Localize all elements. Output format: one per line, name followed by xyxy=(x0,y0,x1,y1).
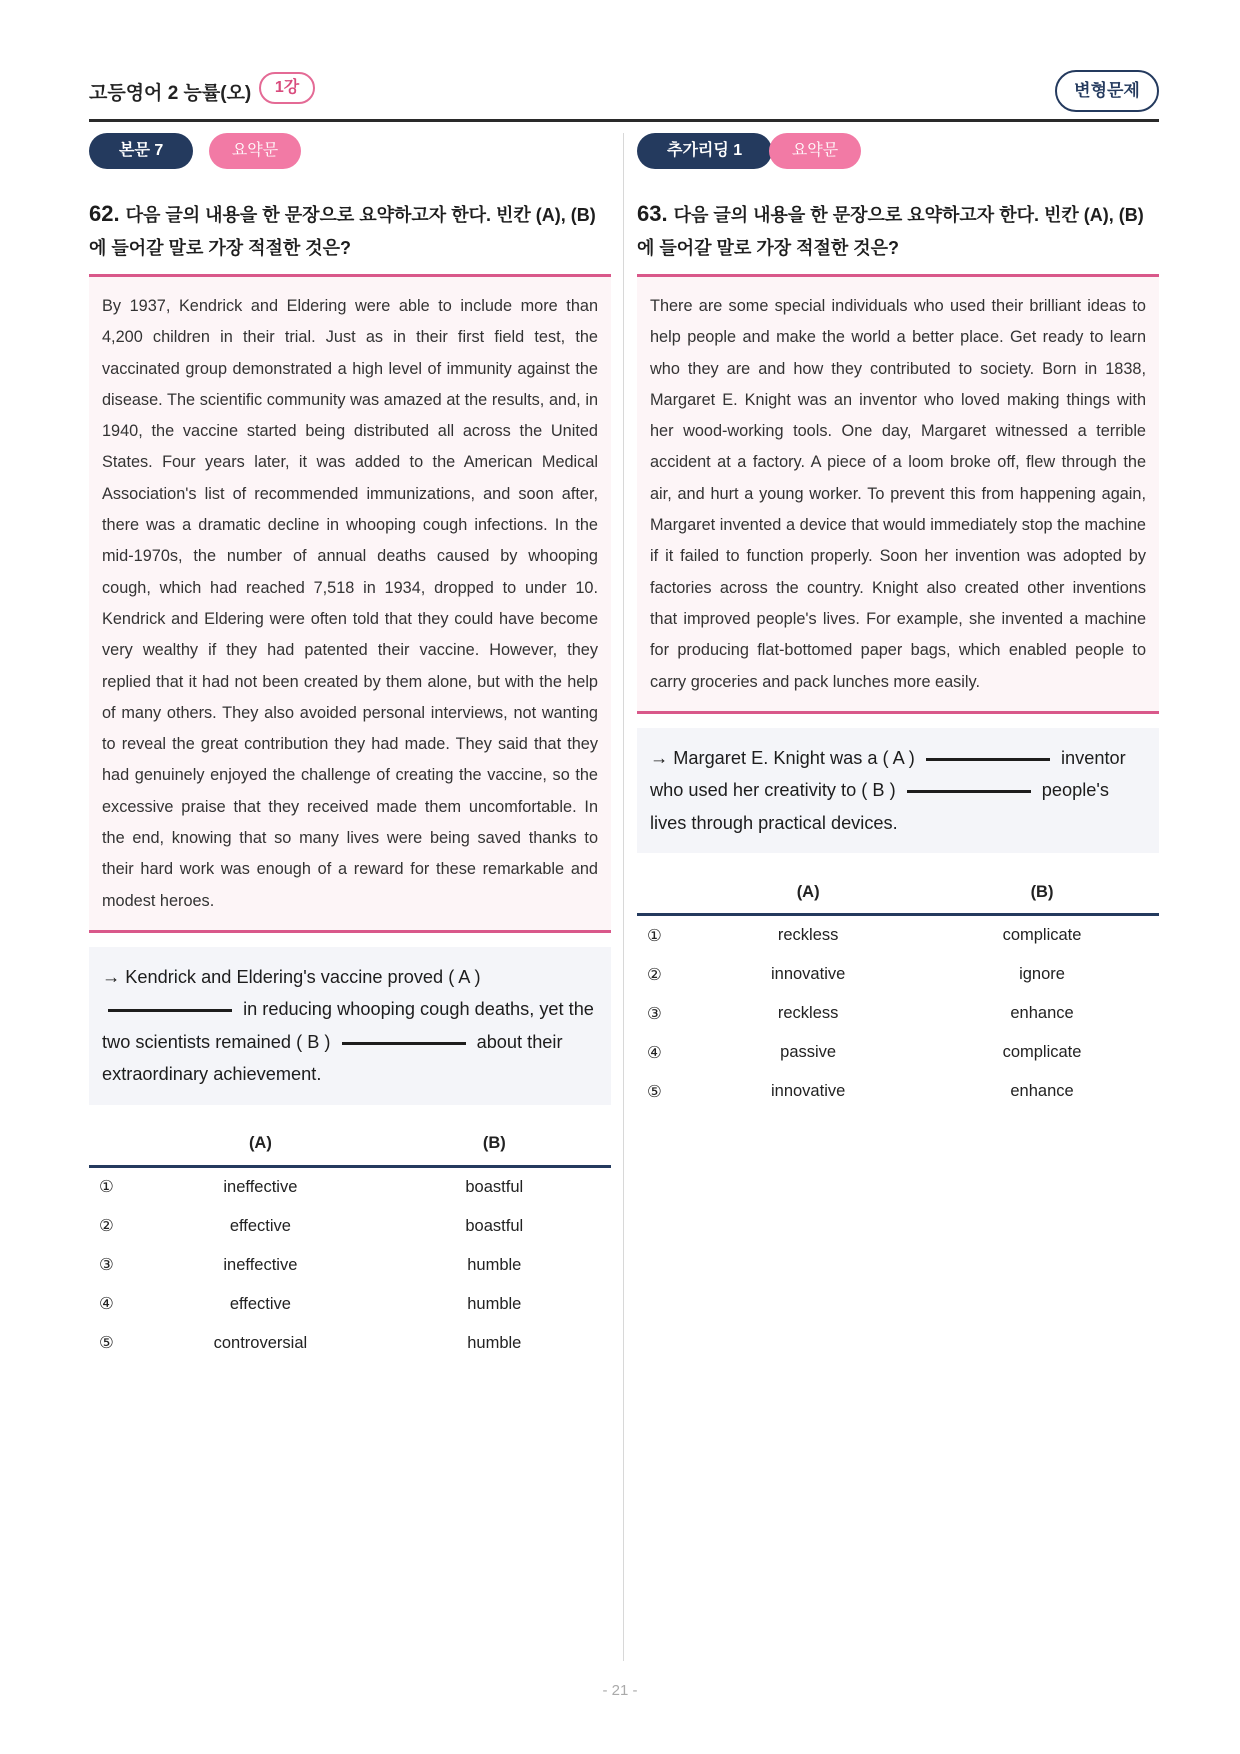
section-tags xyxy=(89,133,611,169)
option-a: passive xyxy=(780,1043,837,1062)
option-b: humble xyxy=(467,1255,522,1274)
passage-bottom-rule xyxy=(637,711,1159,714)
passage: There are some special individuals who used their brilliant ideas to help people and make the world a better place. Get ready to learn who they are and how they contributed to society. Born in 1838, Margaret E. Knight was an inventor who loved making things with her wood-working tools. One day, Margaret witnessed a terrible accident at a factory. A piece of a loom broke off, flew through the air, and hurt a young worker. To prevent this from happening again, Margaret invented a device that would immediately stop the machine if it failed to function properly. Soon her invention was adopted by factories across the country. Knight also created other inventions that improved people's lives. For example, she invented a machine for producing flat-bottomed paper bags, which enabled people to carry groceries and pack lunches more easily. xyxy=(637,277,1159,711)
option-row[interactable] xyxy=(89,1207,611,1246)
left-column xyxy=(89,133,611,1363)
option-b: boastful xyxy=(465,1177,524,1196)
question-62 xyxy=(89,197,611,265)
option-row[interactable] xyxy=(637,1072,1159,1111)
option-row[interactable] xyxy=(637,955,1159,994)
passage-bottom-rule xyxy=(89,930,611,933)
option-a: ineffective xyxy=(223,1177,298,1196)
question-text: 다음 글의 내용을 한 문장으로 요약하고자 한다. 빈칸 (A), (B)에 들어갈 말로 가장 적절한 것은? xyxy=(637,205,1144,258)
option-row[interactable] xyxy=(89,1246,611,1285)
options-header-b: (B) xyxy=(378,1123,611,1167)
summary-text-3: people's lives through practical devices. xyxy=(650,780,1109,833)
section-tag: 본문 7 xyxy=(89,133,193,169)
blank-label-a: ( A ) xyxy=(448,966,481,987)
option-row[interactable] xyxy=(89,1166,611,1207)
summary-box xyxy=(637,728,1159,854)
option-a: effective xyxy=(229,1216,291,1235)
option-a: controversial xyxy=(213,1333,308,1352)
option-number: ① xyxy=(647,926,662,945)
option-b: enhance xyxy=(1010,1082,1074,1101)
option-b: humble xyxy=(467,1294,522,1313)
option-a: effective xyxy=(229,1294,291,1313)
option-a: reckless xyxy=(777,926,839,945)
type-tag: 요약문 xyxy=(209,133,301,169)
option-a: innovative xyxy=(770,1082,846,1101)
arrow-icon: → xyxy=(102,966,121,987)
section-tag: 추가리딩 1 xyxy=(637,133,772,169)
option-b: complicate xyxy=(1002,926,1082,945)
option-b: enhance xyxy=(1010,1004,1074,1023)
option-number: ④ xyxy=(99,1295,114,1314)
options-header-a: (A) xyxy=(691,871,925,915)
blank-label-b: ( B ) xyxy=(861,780,896,801)
option-b: boastful xyxy=(465,1216,524,1235)
option-row[interactable] xyxy=(637,1033,1159,1072)
option-number: ③ xyxy=(647,1004,662,1023)
option-a: ineffective xyxy=(223,1255,298,1274)
summary-text-2: inventor who used her creativity to xyxy=(650,747,1126,801)
question-text: 다음 글의 내용을 한 문장으로 요약하고자 한다. 빈칸 (A), (B)에 들어갈 말로 가장 적절한 것은? xyxy=(89,205,596,258)
column-divider xyxy=(623,133,624,1661)
options-header-a: (A) xyxy=(143,1123,377,1167)
book-title: 고등영어 2 능률(오) xyxy=(89,83,252,104)
options-header-num xyxy=(89,1123,143,1167)
page-header xyxy=(89,72,1159,120)
option-number: ① xyxy=(99,1178,114,1197)
arrow-icon: → xyxy=(650,747,669,768)
summary-text-1: Margaret E. Knight was a xyxy=(673,747,878,768)
right-column xyxy=(637,133,1159,1111)
type-tag: 요약문 xyxy=(769,133,861,169)
blank-label-b: ( B ) xyxy=(296,1031,331,1052)
option-number: ② xyxy=(647,965,662,984)
section-tags xyxy=(637,133,1159,169)
header-rule xyxy=(89,119,1159,122)
answer-options xyxy=(637,871,1159,1111)
summary-text-3: about their extraordinary achievement. xyxy=(102,1031,563,1085)
option-row[interactable] xyxy=(637,915,1159,956)
summary-text-2: in reducing whooping cough deaths, yet the two scientists remained xyxy=(102,999,594,1052)
option-number: ③ xyxy=(99,1256,114,1275)
option-b: complicate xyxy=(1002,1043,1082,1062)
option-b: ignore xyxy=(1019,965,1065,984)
blank-b xyxy=(907,790,1031,793)
options-header-b: (B) xyxy=(925,871,1159,915)
blank-b xyxy=(342,1042,466,1045)
option-row[interactable] xyxy=(637,994,1159,1033)
blank-a xyxy=(926,758,1050,761)
option-a: reckless xyxy=(777,1004,839,1023)
question-number: 63. xyxy=(637,201,668,226)
option-number: ② xyxy=(99,1217,114,1236)
question-type-badge: 변형문제 xyxy=(1055,70,1159,112)
option-row[interactable] xyxy=(89,1324,611,1363)
question-number: 62. xyxy=(89,201,120,226)
option-number: ⑤ xyxy=(99,1334,114,1353)
option-number: ④ xyxy=(647,1043,662,1062)
summary-box xyxy=(89,947,611,1105)
option-a: innovative xyxy=(770,965,846,984)
option-number: ⑤ xyxy=(647,1082,662,1101)
summary-text-1: Kendrick and Eldering's vaccine proved xyxy=(125,966,444,987)
options-header-num xyxy=(637,871,691,915)
page-number: - 21 - xyxy=(602,1682,638,1699)
blank-label-a: ( A ) xyxy=(882,747,915,768)
option-row[interactable] xyxy=(89,1285,611,1324)
option-b: humble xyxy=(467,1333,522,1352)
passage: By 1937, Kendrick and Eldering were able to include more than 4,200 children in their trial. Just as in their first field test, the vaccinated group demonstrated a high level of immunity against the disease. The scientific community was amazed at the results, and, in 1940, the vaccine started being distributed all across the United States. Four years later, it was added to the American Medical Association's list of recommended immunizations, and soon after, there was a dramatic decline in whooping cough infections. In the mid-1970s, the number of annual deaths caused by whooping cough, which had reached 7,518 in 1934, dropped to under 10. Kendrick and Eldering were often told that they could have become very wealthy if they had patented their vaccine. However, they replied that it had not been created by them alone, but with the help of many others. They also avoided personal interviews, not wanting to reveal the great contribution they had made. They said that they had genuinely enjoyed the challenge of creating the vaccine, so the excessive praise that they received made them uncomfortable. In the end, knowing that so many lives were being saved thanks to their hard work was enough of a reward for these remarkable and modest heroes. xyxy=(89,277,611,930)
blank-a xyxy=(108,1009,232,1012)
answer-options xyxy=(89,1123,611,1363)
question-63 xyxy=(637,197,1159,265)
lesson-badge: 1강 xyxy=(259,72,315,104)
